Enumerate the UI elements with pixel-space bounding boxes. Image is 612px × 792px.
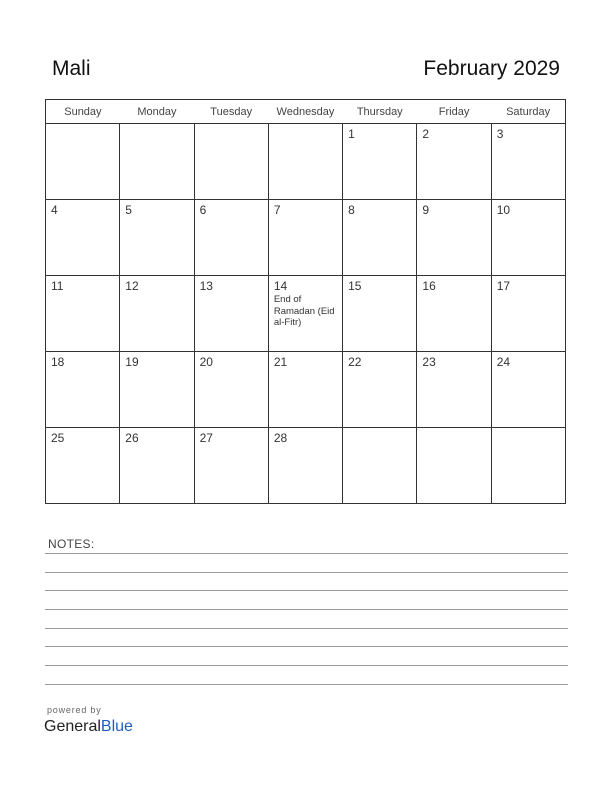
day-cell[interactable] bbox=[194, 428, 268, 504]
day-cell[interactable] bbox=[417, 276, 491, 352]
holiday-label: End of Ramadan (Eid al-Fitr) bbox=[273, 294, 335, 328]
weekday-saturday: Saturday bbox=[491, 100, 565, 124]
day-number: 11 bbox=[51, 279, 64, 293]
day-cell[interactable] bbox=[343, 200, 417, 276]
logo-blue: Blue bbox=[100, 718, 133, 735]
notes-line bbox=[45, 665, 568, 666]
day-number: 8 bbox=[348, 203, 355, 217]
notes-line bbox=[45, 590, 568, 591]
week-row bbox=[46, 352, 566, 428]
generalblue-logo[interactable] bbox=[44, 718, 133, 736]
day-cell[interactable] bbox=[417, 200, 491, 276]
day-cell[interactable] bbox=[343, 352, 417, 428]
day-cell[interactable] bbox=[120, 276, 194, 352]
day-cell[interactable] bbox=[194, 352, 268, 428]
day-number: 28 bbox=[273, 431, 288, 445]
day-cell[interactable] bbox=[491, 124, 565, 200]
weekday-thursday: Thursday bbox=[343, 100, 417, 124]
day-cell[interactable] bbox=[46, 200, 120, 276]
country-title: Mali bbox=[52, 57, 91, 80]
day-number: 21 bbox=[273, 355, 288, 369]
day-cell[interactable] bbox=[417, 124, 491, 200]
day-cell[interactable] bbox=[268, 276, 342, 352]
day-cell[interactable] bbox=[417, 352, 491, 428]
day-number: 4 bbox=[51, 203, 58, 217]
day-number: 17 bbox=[496, 279, 511, 293]
day-cell[interactable] bbox=[120, 352, 194, 428]
day-number: 24 bbox=[496, 355, 511, 369]
day-number: 10 bbox=[496, 203, 511, 217]
day-number: 13 bbox=[199, 279, 213, 293]
day-cell[interactable] bbox=[417, 428, 491, 504]
weekday-monday: Monday bbox=[120, 100, 194, 124]
month-title: February 2029 bbox=[423, 57, 560, 80]
day-cell[interactable] bbox=[46, 124, 120, 200]
day-cell[interactable] bbox=[343, 428, 417, 504]
day-number: 22 bbox=[348, 355, 362, 369]
logo-general: General bbox=[44, 718, 101, 735]
day-cell[interactable] bbox=[46, 276, 120, 352]
week-row bbox=[46, 124, 566, 200]
week-row bbox=[46, 200, 566, 276]
day-number: 23 bbox=[422, 355, 436, 369]
day-cell[interactable] bbox=[194, 276, 268, 352]
notes-label: NOTES: bbox=[48, 537, 95, 551]
day-cell[interactable] bbox=[194, 200, 268, 276]
week-row bbox=[46, 276, 566, 352]
day-cell[interactable] bbox=[491, 276, 565, 352]
day-number: 19 bbox=[125, 355, 139, 369]
powered-by-text: powered by bbox=[47, 705, 102, 715]
day-number: 5 bbox=[125, 203, 132, 217]
day-number: 20 bbox=[199, 355, 213, 369]
day-cell[interactable] bbox=[120, 200, 194, 276]
day-cell[interactable] bbox=[491, 200, 565, 276]
day-cell[interactable] bbox=[46, 352, 120, 428]
day-cell[interactable] bbox=[268, 200, 342, 276]
notes-line bbox=[45, 628, 568, 629]
day-cell[interactable] bbox=[194, 124, 268, 200]
weekday-friday: Friday bbox=[417, 100, 491, 124]
weekday-sunday: Sunday bbox=[46, 100, 120, 124]
notes-line bbox=[45, 646, 568, 647]
week-row bbox=[46, 428, 566, 504]
day-number: 2 bbox=[422, 127, 430, 141]
day-cell[interactable] bbox=[120, 124, 194, 200]
weekday-header-row bbox=[46, 100, 566, 124]
day-number: 7 bbox=[273, 203, 281, 217]
day-number: 12 bbox=[125, 279, 139, 293]
day-cell[interactable] bbox=[120, 428, 194, 504]
weekday-tuesday: Tuesday bbox=[194, 100, 268, 124]
weekday-wednesday: Wednesday bbox=[268, 100, 342, 124]
notes-line bbox=[45, 572, 568, 573]
day-cell[interactable] bbox=[268, 428, 342, 504]
day-number: 18 bbox=[51, 355, 65, 369]
day-number: 26 bbox=[125, 431, 139, 445]
day-number: 14 bbox=[273, 279, 288, 293]
day-number: 25 bbox=[51, 431, 65, 445]
day-number: 15 bbox=[348, 279, 362, 293]
notes-line bbox=[45, 684, 568, 685]
day-number: 6 bbox=[199, 203, 207, 217]
day-cell[interactable] bbox=[491, 352, 565, 428]
day-number: 27 bbox=[199, 431, 213, 445]
day-cell[interactable] bbox=[343, 276, 417, 352]
day-cell[interactable] bbox=[491, 428, 565, 504]
calendar-grid bbox=[45, 99, 566, 504]
day-cell[interactable] bbox=[46, 428, 120, 504]
notes-line bbox=[45, 609, 568, 610]
day-cell[interactable] bbox=[268, 124, 342, 200]
day-cell[interactable] bbox=[343, 124, 417, 200]
day-number: 3 bbox=[496, 127, 504, 141]
notes-line bbox=[45, 553, 568, 554]
day-number: 16 bbox=[422, 279, 436, 293]
day-number: 1 bbox=[348, 127, 355, 141]
day-number: 9 bbox=[422, 203, 430, 217]
day-cell[interactable] bbox=[268, 352, 342, 428]
